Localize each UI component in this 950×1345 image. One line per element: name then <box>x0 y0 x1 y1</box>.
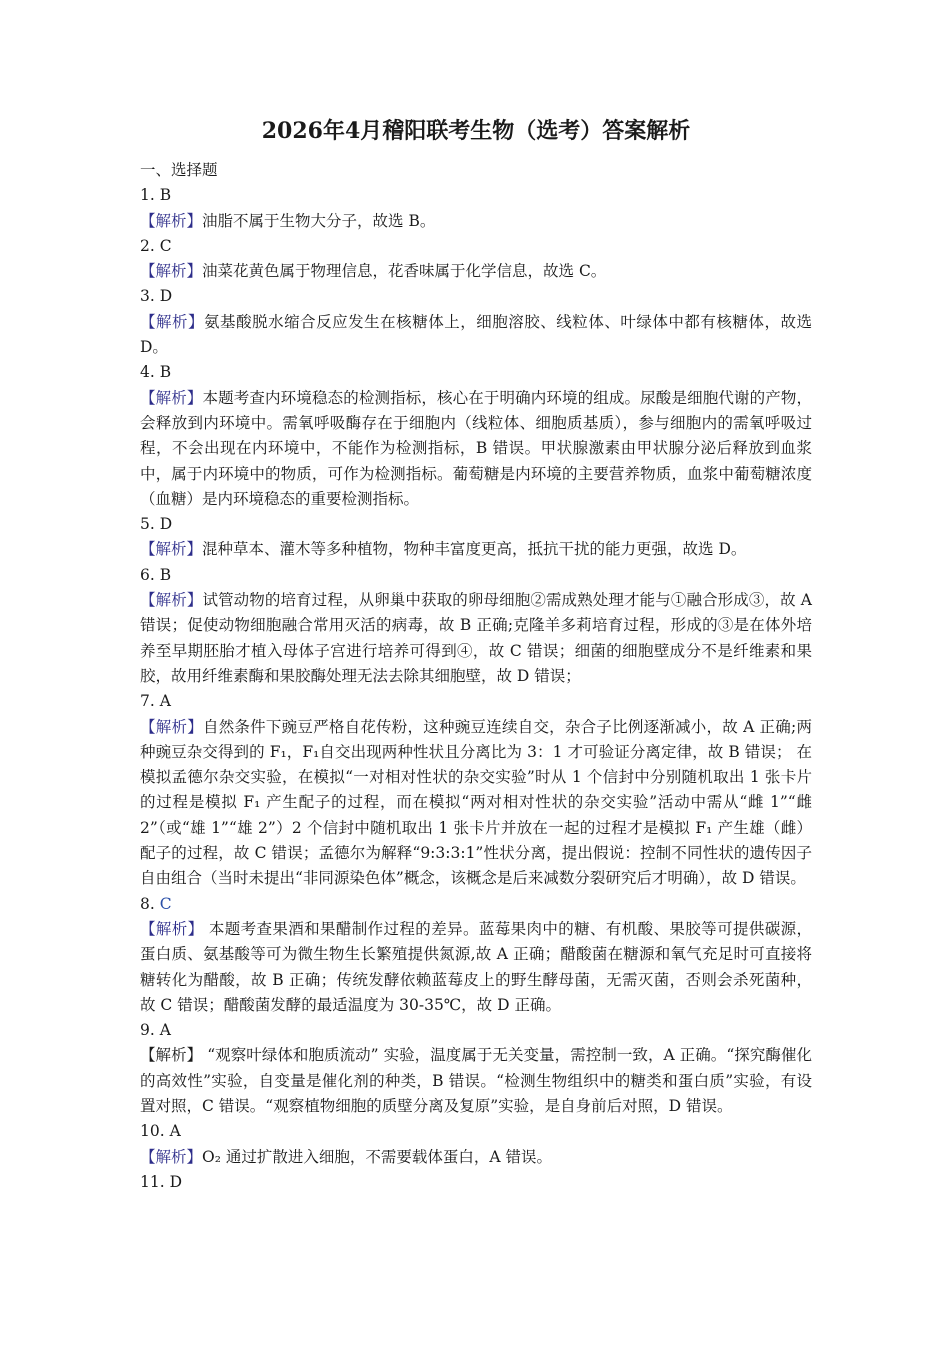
explanation-tag: 【解析】 <box>140 717 203 736</box>
explanation-text: “观察叶绿体和胞质流动” 实验，温度属于无关变量，需控制一致，A 正确。“探究酶催化的高效性”实验，自变量是催化剂的种类，B 错误。“检测生物组织中的糖类和蛋白质”实验，有设置对照，C 错误。“观察植物细胞的质壁分离及复原”实验，是自身前后对照，D 错误。 <box>140 1046 812 1115</box>
explanation-tag: 【解析】 <box>140 312 205 331</box>
explanation <box>140 209 812 234</box>
explanation-tag: 【解析】 <box>140 540 203 559</box>
explanation-tag: 【解析】 <box>140 919 204 938</box>
page-title: 2026年4月稽阳联考生物（选考）答案解析 <box>261 118 691 144</box>
explanation-text: O₂ 通过扩散进入细胞，不需要载体蛋白，A 错误。 <box>202 1147 552 1166</box>
explanation <box>140 537 812 562</box>
explanation <box>140 310 812 361</box>
explanation-text: 混种草本、灌木等多种植物，物种丰富度更高，抵抗干扰的能力更强，故选 D。 <box>202 540 747 559</box>
explanation <box>140 917 812 1018</box>
explanation-text: 本题考查果酒和果醋制作过程的差异。蓝莓果肉中的糖、有机酸、果胶等可提供碳源， 蛋白质、氨基酸等可为微生物生长繁殖提供氮源,故 A 正确；醋酸菌在糖源和氧气充足时可直接将糖转化为醋酸，故 B 正确；传统发酵依赖蓝莓皮上的野生酵母菌，无需灭菌，否则会杀死菌种，故 C 错误；醋酸菌发酵的最适温度为 30-35℃，故 D 正确。 <box>140 919 812 1014</box>
explanation-tag: 【解析】 <box>140 211 203 230</box>
answer-number: 6. B <box>140 565 172 584</box>
explanation-tag: 【解析】 <box>140 1046 203 1065</box>
explanation-tag: 【解析】 <box>140 388 203 407</box>
answer-number: 1. B <box>140 186 172 205</box>
explanation <box>140 715 812 892</box>
explanation-text: 本题考查内环境稳态的检测指标，核心在于明确内环境的组成。尿酸是细胞代谢的产物，会释放到内环境中。需氧呼吸酶存在于细胞内（线粒体、细胞质基质），参与细胞内的需氧呼吸过程，不会出现在内环境中，不能作为检测指标，B 错误。甲状腺激素由甲状腺分泌后释放到血浆中，属于内环境中的物质，可作为检测指标。葡萄糖是内环境的主要营养物质，血浆中葡萄糖浓度（血糖）是内环境稳态的重要检测指标。 <box>140 388 812 508</box>
answer-number <box>140 892 812 917</box>
answer-number: 7. A <box>140 692 171 711</box>
explanation <box>140 588 812 689</box>
explanation-tag: 【解析】 <box>140 262 203 281</box>
answer-number: 4. B <box>140 363 172 382</box>
answer-number: 9. A <box>140 1021 171 1040</box>
explanation-text: 自然条件下豌豆严格自花传粉，这种豌豆连续自交，杂合子比例逐渐减小，故 A 正确;两种豌豆杂交得到的 F₁，F₁自交出现两种性状且分离比为 3：1 才可验证分离定律，故 B 错误； 在模拟孟德尔杂交实验，在模拟“一对相对性状的杂交实验”时从 1 个信封中分别随机取出 1 张卡片的过程是模拟 F₁ 产生配子的过程，而在模拟“两对相对性状的杂交实验”活动中需从“雌 1”“雌 2”（或“雄 1”“雄 2”）2 个信封中随机取出 1 张卡片并放在一起的过程才是模拟 F₁ 产生雄（雌）配子的过程，故 C 错误；孟德尔为解释“9:3:3:1”性状分离，提出假说：控制不同性状的遗传因子自由组合（当时未提出“非同源染色体”概念，该概念是后来减数分裂研究后才明确），故 D 错误。 <box>140 717 812 888</box>
answer-number-prefix: 8. <box>140 894 160 913</box>
answer-number: 11. D <box>140 1172 183 1191</box>
explanation <box>140 1043 812 1119</box>
explanation <box>140 386 812 512</box>
answer-number: 3. D <box>140 287 173 306</box>
answer-number: 10. A <box>140 1122 181 1141</box>
explanation-text: 油菜花黄色属于物理信息，花香味属于化学信息，故选 C。 <box>202 262 607 281</box>
answer-number: 2. C <box>140 236 172 255</box>
explanation-text: 氨基酸脱水缩合反应发生在核糖体上，细胞溶胶、线粒体、叶绿体中都有核糖体，故选 D。 <box>140 312 812 357</box>
answer-letter: C <box>159 894 172 913</box>
answer-number: 5. D <box>140 515 173 534</box>
explanation-text: 油脂不属于生物大分子，故选 B。 <box>202 211 436 230</box>
answer-document <box>140 116 812 1195</box>
explanation <box>140 1145 812 1170</box>
explanation-tag: 【解析】 <box>140 591 203 610</box>
explanation-text: 试管动物的培育过程，从卵巢中获取的卵母细胞②需成熟处理才能与①融合形成③，故 A 错误；促使动物细胞融合常用灭活的病毒，故 B 正确;克隆羊多莉培育过程，形成的③是在体外培养至早期胚胎才植入母体子宫进行培养可得到④，故 C 错误；细菌的细胞壁成分不是纤维素和果胶，故用纤维素酶和果胶酶处理无法去除其细胞壁，故 D 错误； <box>140 591 812 685</box>
explanation-tag: 【解析】 <box>140 1147 203 1166</box>
section-heading: 一、选择题 <box>140 161 218 179</box>
explanation <box>140 259 812 284</box>
